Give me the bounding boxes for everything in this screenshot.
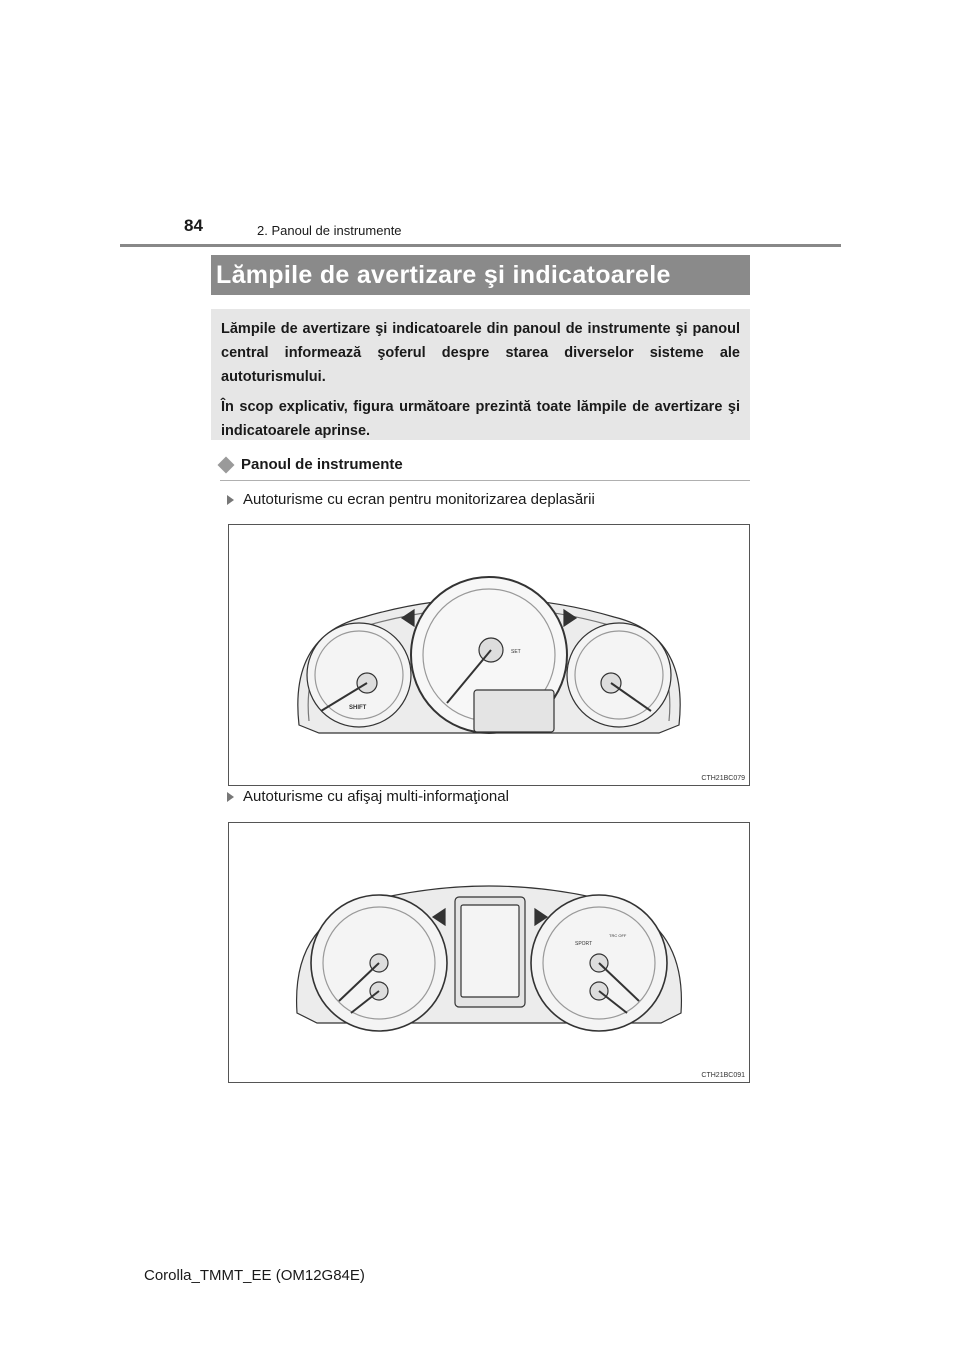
subheading-text: Panoul de instrumente [241, 456, 403, 473]
banner-title: Lămpile de avertizare şi indicatoarele [211, 255, 750, 295]
subheading [220, 456, 403, 473]
figure-code: CTH21BC079 [701, 775, 745, 782]
subheading-rule [220, 480, 750, 481]
intro-paragraph: Lămpile de avertizare şi indicatoarele din panoul de instrumente şi panoul central informează şoferul despre starea diverselor sisteme ale autoturismului. [221, 321, 740, 385]
triangle-bullet-icon [227, 792, 234, 802]
dial-label: SPORT [575, 941, 593, 947]
section-title: 2. Panoul de instrumente [257, 223, 402, 238]
variant-label-text: Autoturisme cu afişaj multi-informaţional [243, 788, 509, 805]
figure-code: CTH21BC091 [701, 1072, 745, 1079]
variant-label-text: Autoturisme cu ecran pentru monitorizarea deplasării [243, 491, 595, 508]
cluster-figure-1 [228, 524, 750, 786]
footer-model: Corolla_TMMT_EE (OM12G84E) [144, 1267, 365, 1284]
cluster-figure-2 [228, 822, 750, 1083]
dial-label: TRC OFF [609, 933, 627, 938]
triangle-bullet-icon [227, 495, 234, 505]
page-number: 84 [184, 216, 203, 235]
intro-box [211, 309, 750, 440]
header-rule [120, 244, 841, 247]
variant-label [227, 491, 595, 508]
instrument-cluster-drawing [229, 823, 749, 1082]
dial-label: SET [511, 649, 521, 655]
dial-label: SHIFT [349, 705, 367, 711]
diamond-icon [218, 456, 235, 473]
intro-paragraph: În scop explicativ, figura următoare prezintă toate lămpile de avertizare şi indicatoarele aprinse. [221, 399, 740, 439]
instrument-cluster-drawing [229, 525, 749, 785]
variant-label [227, 788, 509, 805]
